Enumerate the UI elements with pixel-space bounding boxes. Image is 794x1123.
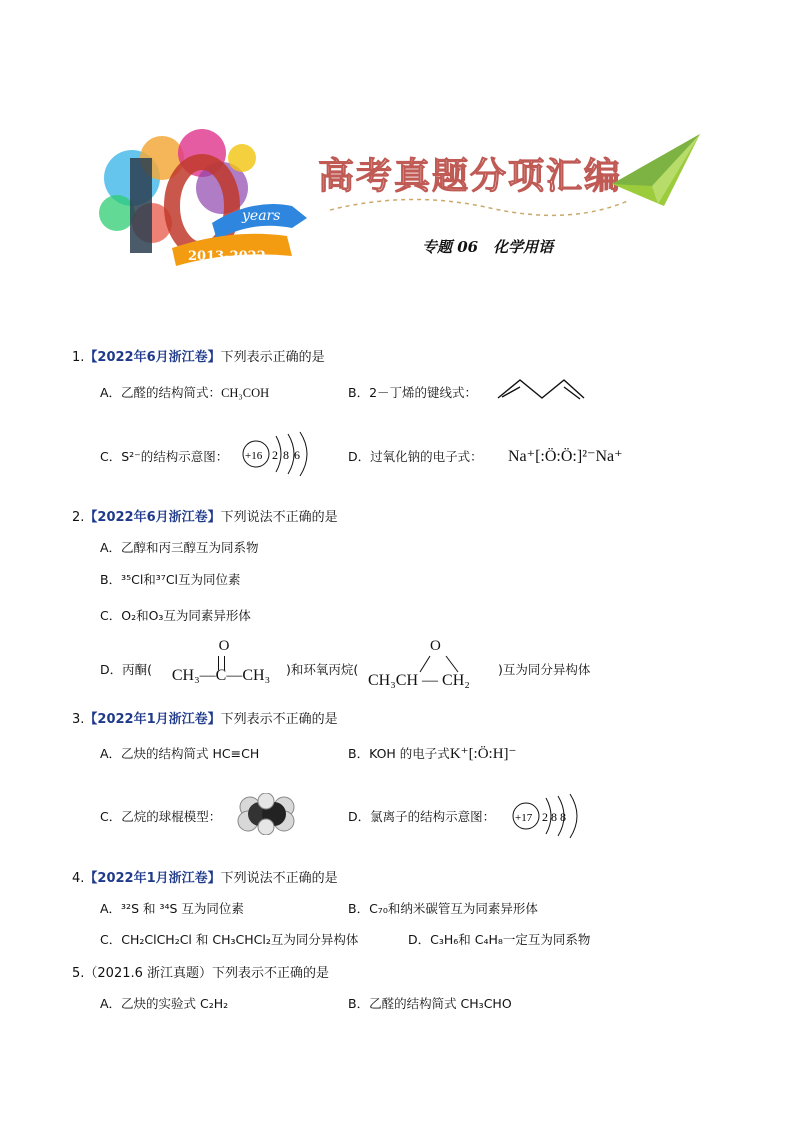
question-number: 4.	[72, 871, 85, 886]
q2-option-a: A．乙醇和丙三醇互为同系物	[100, 540, 259, 555]
option-formula: CH₃COH	[221, 386, 270, 400]
question-2	[72, 506, 338, 525]
question-source: 【2022年6月浙江卷】	[84, 510, 221, 525]
question-number: 2.	[72, 510, 85, 525]
carbonyl-oxygen: O	[218, 638, 230, 654]
nucleus-charge: +16	[245, 450, 263, 462]
question-stem: 下列说法不正确的是	[220, 510, 338, 525]
logo-years-text: years	[242, 208, 281, 224]
q1-option-b	[348, 383, 477, 401]
q1-option-a	[100, 383, 269, 401]
question-stem: 下列表示正确的是	[220, 350, 325, 365]
banner-logo	[92, 128, 332, 273]
electron-shells: 2 8 6	[272, 448, 300, 462]
acetone-chain: CH₃—C—CH₃	[171, 667, 271, 684]
q1-option-d	[348, 447, 483, 465]
banner-dashed-line	[330, 190, 630, 224]
option-label: B．KOH 的电子式	[348, 746, 450, 761]
option-label: A．乙醛的结构简式：	[100, 385, 222, 400]
sulfide-ion-diagram	[240, 428, 320, 484]
q3-option-d: D．氯离子的结构示意图：	[348, 809, 496, 824]
q5-option-a: A．乙炔的实验式 C₂H₂	[100, 996, 229, 1011]
sodium-peroxide-formula: Na⁺[:Ö:Ö:]²⁻Na⁺	[508, 448, 623, 465]
question-number: 5.	[72, 966, 85, 981]
logo-range-text: 2013-2022	[188, 249, 266, 264]
question-5	[72, 962, 329, 981]
q4-option-c: C．CH₂ClCH₂Cl 和 CH₃CHCl₂互为同分异构体	[100, 932, 359, 947]
paper-plane-icon	[612, 134, 702, 213]
question-number: 3.	[72, 712, 85, 727]
epoxide-chain: CH₃CH — CH₂	[368, 672, 470, 689]
question-stem: 下列说法不正确的是	[220, 871, 338, 886]
chloride-ion-diagram	[510, 790, 590, 846]
option-label: D．过氧化钠的电子式：	[348, 449, 483, 464]
question-source: 【2022年1月浙江卷】	[84, 712, 221, 727]
option-label: C．S²⁻的结构示意图：	[100, 449, 229, 464]
acetone-structure	[158, 638, 284, 685]
epoxide-oxygen: O	[430, 638, 441, 654]
q3-option-a: A．乙炔的结构简式 HC≡CH	[100, 746, 260, 761]
page-subtitle: 专题 06 化学用语	[422, 238, 554, 256]
q1-option-c	[100, 447, 228, 465]
ethane-ball-model-icon	[236, 793, 296, 839]
butadiene-skeletal-icon	[496, 374, 586, 406]
electron-shells: 2 8 8	[542, 810, 566, 824]
epoxide-ring-bonds	[408, 652, 468, 674]
q3-option-b	[348, 744, 516, 763]
q2-option-d-prefix: D．丙酮(	[100, 662, 153, 677]
q2-option-d-suffix: )互为同分异构体	[498, 662, 591, 677]
question-source: 【2022年6月浙江卷】	[84, 350, 221, 365]
question-stem: 下列表示不正确的是	[212, 966, 330, 981]
q4-option-b: B．C₇₀和纳米碳管互为同素异形体	[348, 901, 538, 916]
carbonyl-double-bond	[218, 656, 225, 670]
question-1	[72, 346, 325, 365]
question-4	[72, 867, 338, 886]
question-number: 1.	[72, 350, 85, 365]
question-source: 【2022年1月浙江卷】	[84, 871, 221, 886]
question-3	[72, 708, 338, 727]
q2-option-b: B．³⁵Cl和³⁷Cl互为同位素	[100, 572, 241, 587]
q2-option-c: C．O₂和O₃互为同素异形体	[100, 608, 251, 623]
q2-option-d-mid: )和环氧丙烷(	[286, 662, 359, 677]
question-stem: 下列表示不正确的是	[220, 712, 338, 727]
q5-option-b: B．乙醛的结构简式 CH₃CHO	[348, 996, 512, 1011]
banner-title: 高考真题分项汇编	[318, 155, 623, 197]
q4-option-a: A．³²S 和 ³⁴S 互为同位素	[100, 901, 244, 916]
question-source: （2021.6 浙江真题）	[84, 966, 213, 981]
q4-option-d: D．C₃H₆和 C₄H₈一定互为同系物	[408, 932, 591, 947]
q3-option-c: C．乙烷的球棍模型：	[100, 809, 222, 824]
nucleus-charge: +17	[515, 812, 533, 824]
koh-formula: K⁺[:Ö:H]⁻	[449, 746, 517, 762]
option-label: B．2－丁烯的键线式：	[348, 385, 478, 400]
